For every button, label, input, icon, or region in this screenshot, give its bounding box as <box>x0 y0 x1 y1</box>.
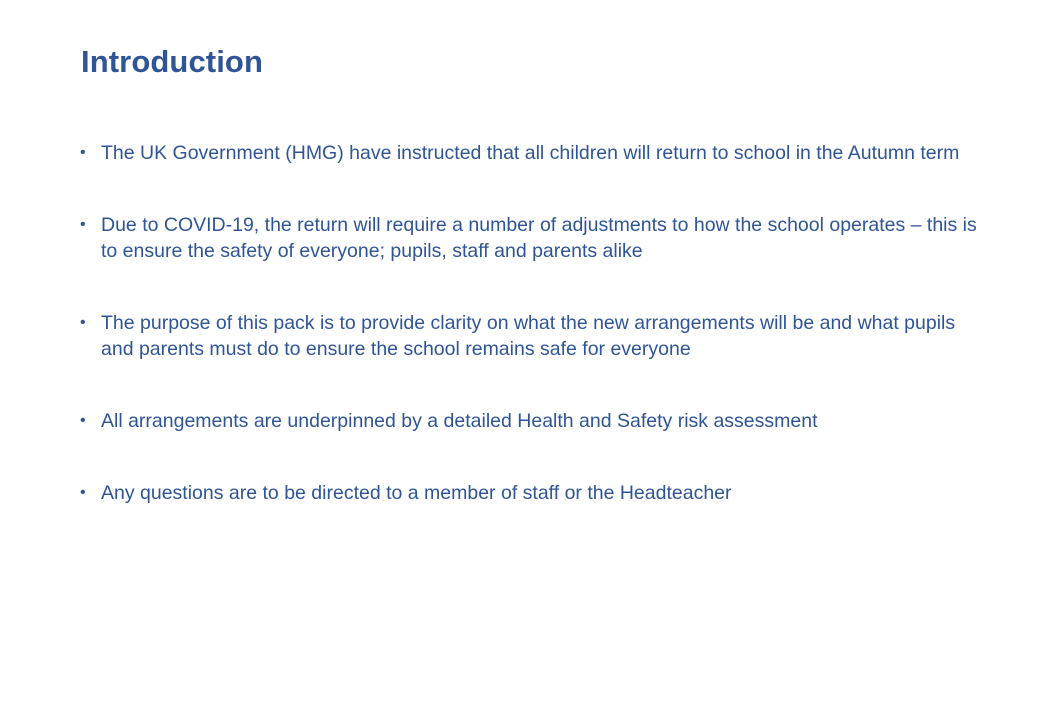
bullet-list <box>80 140 980 506</box>
bullet-item <box>80 212 980 264</box>
bullet-text: The purpose of this pack is to provide clarity on what the new arrangements will be and what pupils and parents must do to ensure the school remains safe for everyone <box>101 312 956 360</box>
bullet-item <box>80 480 980 506</box>
bullet-marker: • <box>80 144 86 161</box>
bullet-item <box>80 408 980 434</box>
bullet-text: All arrangements are underpinned by a detailed Health and Safety risk assessment <box>101 410 818 432</box>
bullet-item <box>80 140 980 166</box>
bullet-marker: • <box>80 484 86 501</box>
slide-title: Introduction <box>81 44 263 79</box>
bullet-text: The UK Government (HMG) have instructed that all children will return to school in the Autumn term <box>101 142 960 164</box>
bullet-text: Any questions are to be directed to a member of staff or the Headteacher <box>101 482 732 504</box>
bullet-marker: • <box>80 314 86 331</box>
bullet-text: Due to COVID-19, the return will require a number of adjustments to how the school operates – this is to ensure the safety of everyone; pupils, staff and parents alike <box>101 214 977 262</box>
bullet-marker: • <box>80 216 86 233</box>
bullet-marker: • <box>80 412 86 429</box>
bullet-item <box>80 310 980 362</box>
